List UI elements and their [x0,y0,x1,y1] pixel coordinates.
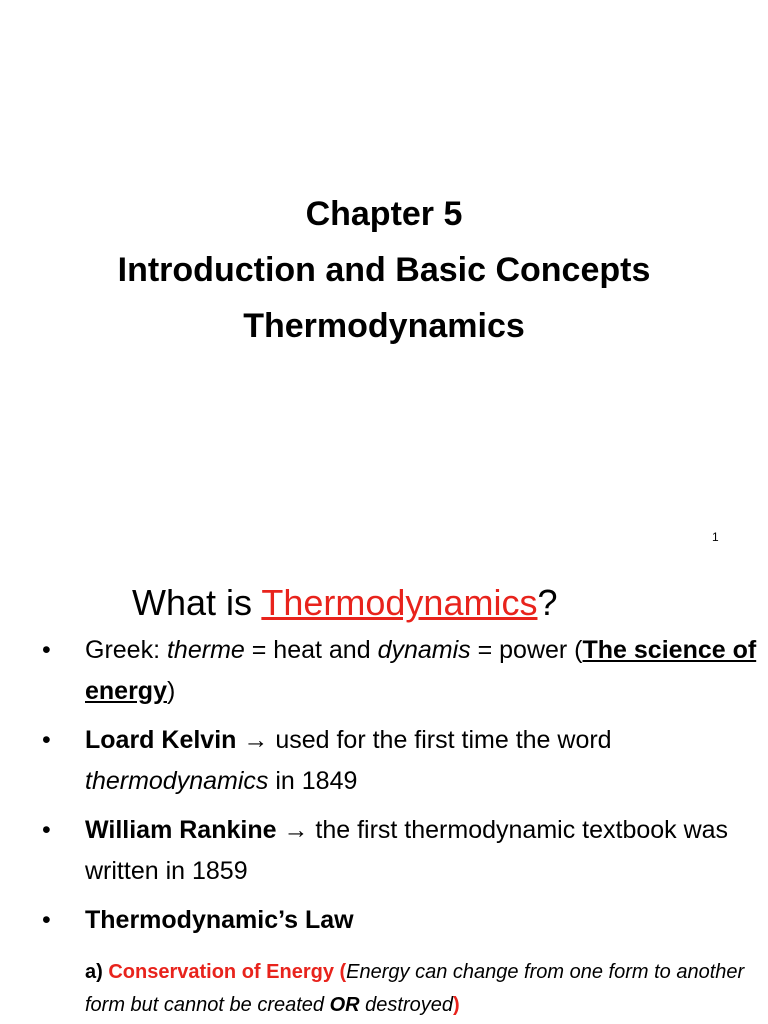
law-item-marker: a) [85,961,109,983]
bullet-marker: • [42,636,51,664]
bullet-item [42,720,762,802]
chapter-title-line: Introduction and Basic Concepts [117,251,651,289]
bullet-item [42,630,762,712]
law-item-title: Conservation of Energy ( [108,961,347,983]
bullet-text: ) [166,677,176,705]
law-item-a [85,956,765,1022]
bullet-text-italic: therme [166,636,245,664]
arrow-right-icon: → [243,726,269,754]
law-item-close: ) [452,994,460,1016]
law-item-description: destroyed [359,994,453,1016]
bullet-item [42,900,762,941]
bullet-text: Greek: [85,636,167,664]
chapter-title-line: Thermodynamics [243,307,525,345]
bullet-marker: • [42,816,51,844]
bullet-text-bold: Thermodynamic’s Law [85,906,354,934]
bullet-text: = power ( [470,636,583,664]
bullet-text-italic: dynamis [377,636,471,664]
law-item-description-emphasis: OR [329,994,360,1016]
slide-title [132,578,558,628]
chapter-title-line: Chapter 5 [305,195,463,233]
bullet-text: used for the first time the word [268,726,612,754]
bullet-text-emphasis: The science of energy [85,636,757,705]
slide-title-suffix: ? [537,582,558,623]
bullet-text: in 1849 [268,767,358,795]
bullet-text-bold: William Rankine [85,816,284,844]
bullet-marker: • [42,906,51,934]
bullet-marker: • [42,726,51,754]
bullet-text: the first thermodynamic textbook was written in 1859 [85,816,729,885]
bullet-text: = heat and [244,636,378,664]
bullet-item [42,810,762,892]
page-number: 1 [712,530,719,544]
bullet-text-bold: Loard Kelvin [85,726,244,754]
bullet-text-italic: thermodynamics [85,767,269,795]
slide-title-accent: Thermodynamics [261,582,538,623]
bullet-list [42,630,762,949]
slide-title-prefix: What is [132,582,262,623]
chapter-title [0,186,768,354]
arrow-right-icon: → [283,816,309,844]
law-item-description: Energy can change from one form to another form but cannot be created [85,961,745,1016]
